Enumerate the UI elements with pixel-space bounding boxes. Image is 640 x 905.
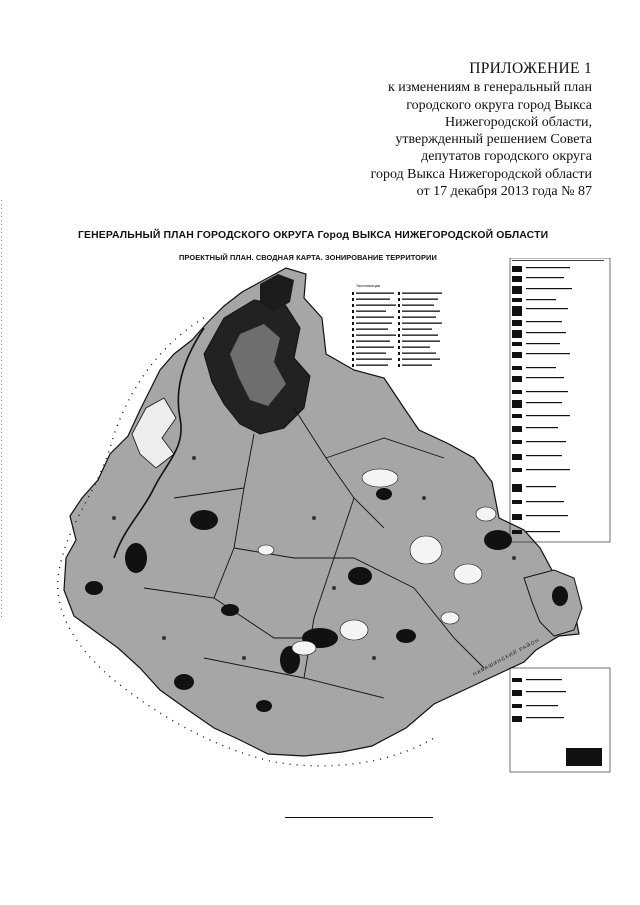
appendix-line: город Выкса Нижегородской области — [370, 166, 592, 182]
legend-block — [352, 283, 442, 367]
zoning-map — [54, 258, 614, 788]
boundary-label: НАВАШИНСКИЙ РАЙОН — [472, 637, 541, 678]
appendix-line: Нижегородской области, — [444, 114, 592, 130]
appendix-line: городского округа город Выкса — [406, 97, 592, 113]
map-subtitle: ПРОЕКТНЫЙ ПЛАН. СВОДНАЯ КАРТА. ЗОНИРОВАНИЕ ТЕРРИТОРИИ — [179, 253, 437, 262]
appendix-line: утвержденный решением Совета — [395, 132, 592, 148]
right-legend-strip — [512, 260, 604, 766]
appendix-line: депутатов городского округа — [421, 149, 592, 165]
legend-heading: Экспликация — [356, 283, 381, 288]
appendix-line: от 17 декабря 2013 года № 87 — [416, 184, 592, 200]
scan-edge-marks — [0, 200, 3, 620]
appendix-header — [300, 60, 592, 200]
map-title: ГЕНЕРАЛЬНЫЙ ПЛАН ГОРОДСКОГО ОКРУГА Город ВЫКСА НИЖЕГОРОДСКОЙ ОБЛАСТИ — [78, 230, 549, 241]
signature-line — [285, 817, 433, 818]
appendix-title: ПРИЛОЖЕНИЕ 1 — [469, 60, 592, 77]
appendix-line: к изменениям в генеральный план — [387, 80, 592, 96]
